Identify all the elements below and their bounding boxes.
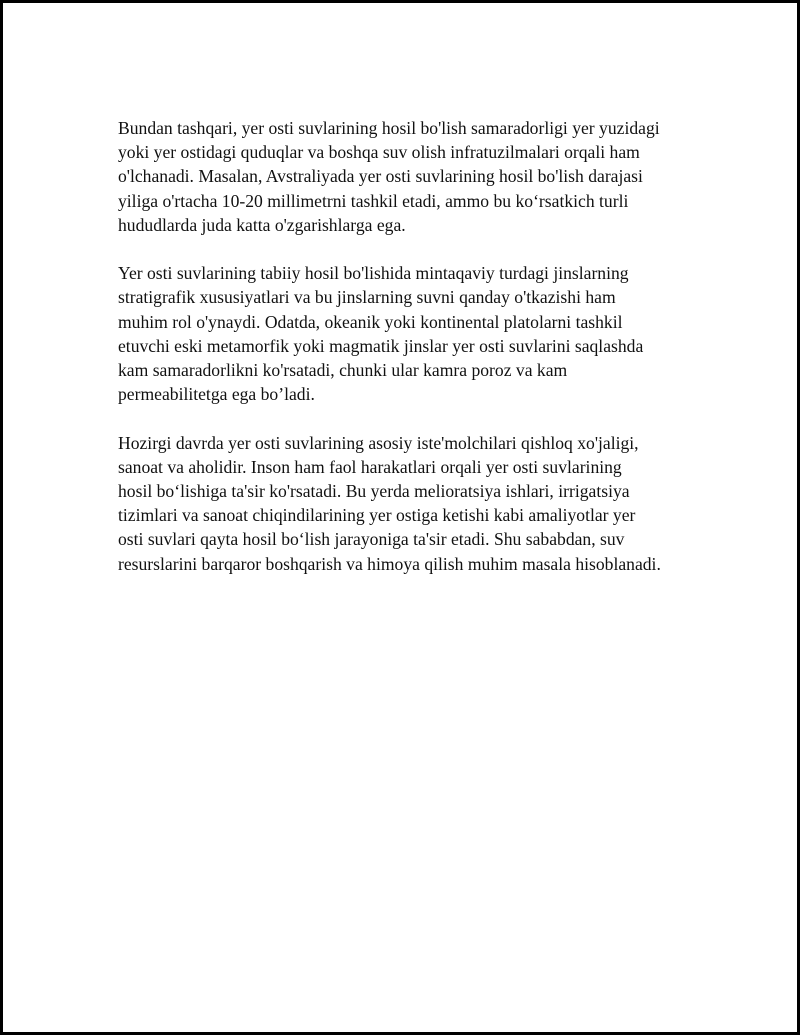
paragraph-1 — [118, 116, 708, 237]
paragraph-3 — [118, 431, 708, 576]
text-line: tizimlari va sanoat chiqindilarining yer ostiga ketishi kabi amaliyotlar yer — [118, 505, 636, 526]
text-line: hosil boʻlishiga ta'sir ko'rsatadi. Bu yerda melioratsiya ishlari, irrigatsiya — [118, 481, 630, 502]
text-line: o'lchanadi. Masalan, Avstraliyada yer osti suvlarining hosil bo'lish darajasi — [118, 166, 643, 187]
document-body — [118, 116, 708, 576]
text-line: yoki yer ostidagi quduqlar va boshqa suv olish infratuzilmalari orqali ham — [118, 142, 640, 163]
text-line: Hozirgi davrda yer osti suvlarining asosiy iste'molchilari qishloq xo'jaligi, — [118, 432, 639, 453]
text-line: stratigrafik xususiyatlari va bu jinslarning suvni qanday o'tkazishi ham — [118, 287, 616, 308]
paragraph-2 — [118, 261, 708, 406]
text-line: osti suvlari qayta hosil boʻlish jarayoniga ta'sir etadi. Shu sababdan, suv — [118, 529, 625, 550]
text-line: resurslarini barqaror boshqarish va himoya qilish muhim masala hisoblanadi. — [118, 553, 661, 574]
text-line: hududlarda juda katta o'zgarishlarga ega. — [118, 214, 406, 235]
text-line: Yer osti suvlarining tabiiy hosil bo'lishida mintaqaviy turdagi jinslarning — [118, 263, 629, 284]
text-line: sanoat va aholidir. Inson ham faol harakatlari orqali yer osti suvlarining — [118, 456, 622, 477]
text-line: Bundan tashqari, yer osti suvlarining hosil bo'lish samaradorligi yer yuzidagi — [118, 118, 660, 138]
text-line: yiliga o'rtacha 10-20 millimetrni tashkil etadi, ammo bu koʻrsatkich turli — [118, 190, 629, 211]
text-line: etuvchi eski metamorfik yoki magmatik jinslar yer osti suvlarini saqlashda — [118, 335, 644, 356]
text-line: permeabilitetga ega bo’ladi. — [118, 384, 315, 405]
text-line: muhim rol o'ynaydi. Odatda, okeanik yoki kontinental platolarni tashkil — [118, 311, 623, 332]
text-line: kam samaradorlikni ko'rsatadi, chunki ular kamra poroz va kam — [118, 360, 568, 381]
